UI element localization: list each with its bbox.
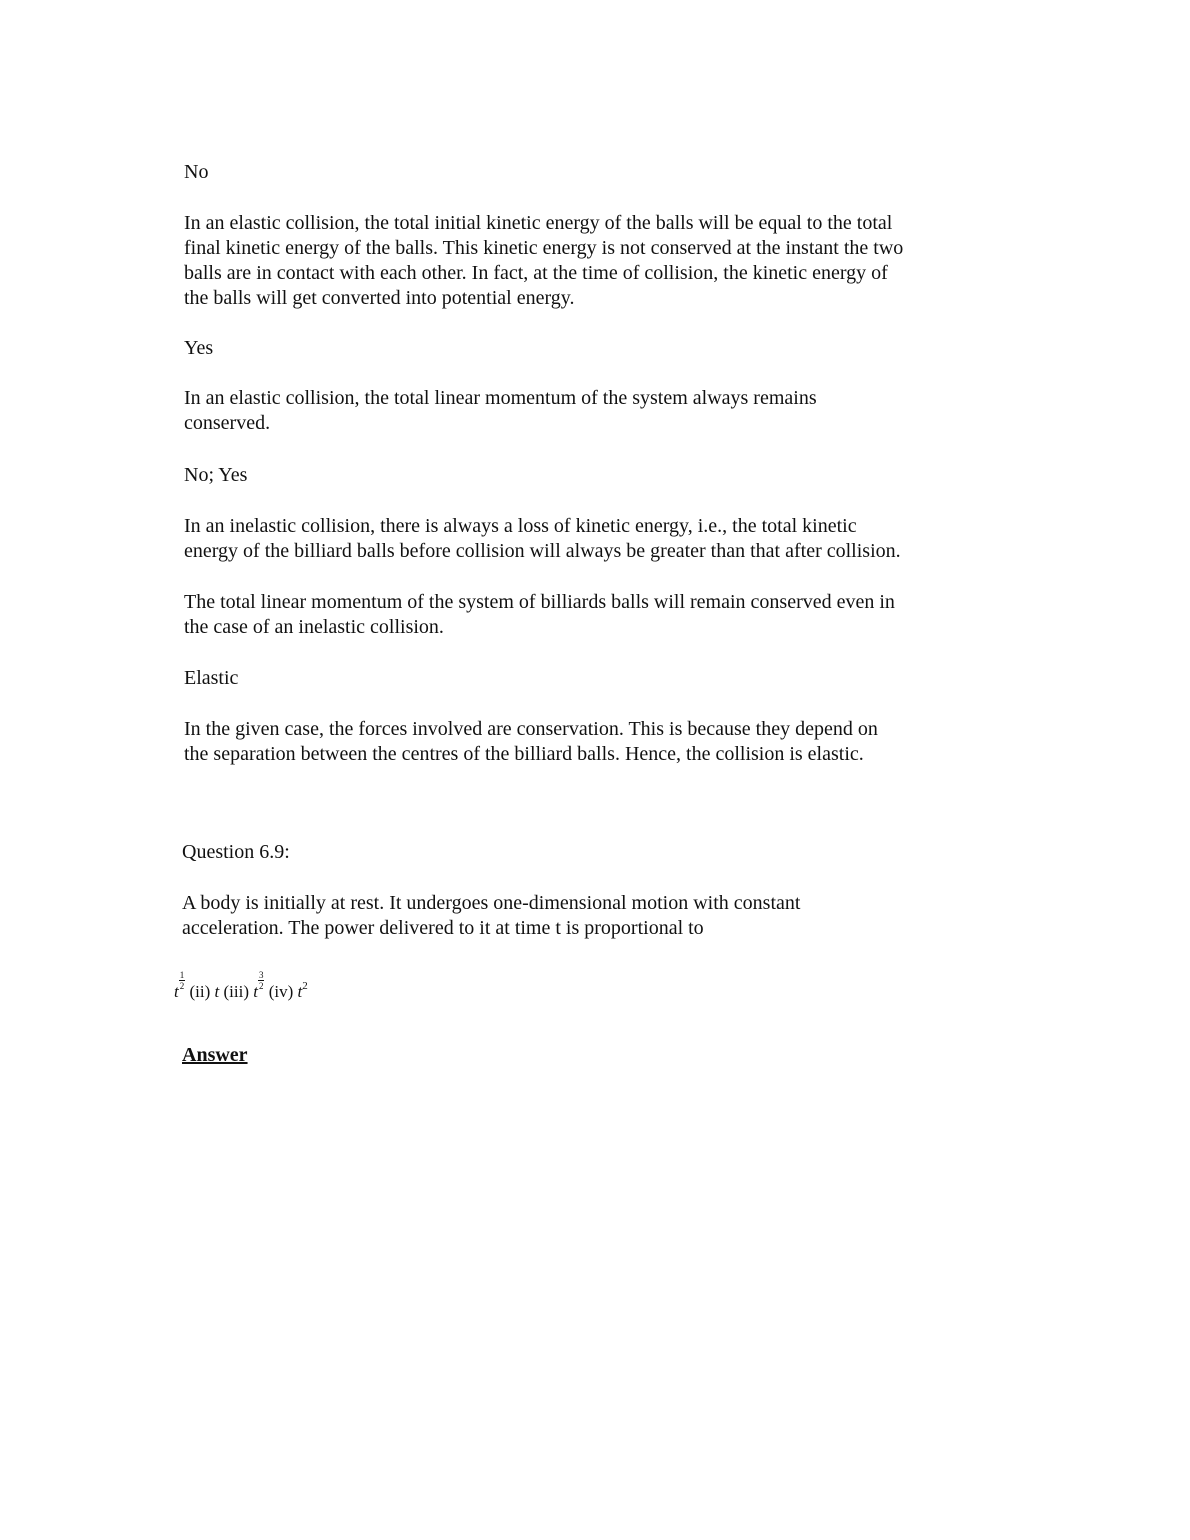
question-text	[182, 891, 800, 941]
text-line: In the given case, the forces involved are conservation. This is because they depend on	[184, 718, 878, 740]
denominator: 2	[258, 981, 264, 991]
option-1-exponent	[179, 970, 186, 991]
option-3-label: (iii)	[223, 982, 249, 1001]
text-line: In an inelastic collision, there is always a loss of kinetic energy, i.e., the total kinetic	[184, 515, 857, 537]
answer-no: No	[184, 161, 209, 183]
answer-yes: Yes	[184, 337, 214, 359]
option-3-base: t	[253, 982, 258, 1001]
option-4-base: t	[297, 982, 303, 1001]
text-line: the case of an inelastic collision.	[184, 616, 444, 638]
text-line: The total linear momentum of the system of billiards balls will remain conserved even in	[184, 591, 895, 613]
text-line: balls are in contact with each other. In fact, at the time of collision, the kinetic energy of	[184, 262, 888, 284]
option-3-exponent	[258, 970, 265, 991]
text-line: In an elastic collision, the total linear momentum of the system always remains	[184, 387, 817, 409]
text-line: final kinetic energy of the balls. This kinetic energy is not conserved at the instant the two	[184, 237, 904, 259]
text-line: conserved.	[184, 412, 271, 434]
text-line: In an elastic collision, the total initial kinetic energy of the balls will be equal to the total	[184, 212, 893, 234]
option-4-label: (iv)	[268, 982, 294, 1001]
answer-elastic: Elastic	[184, 667, 239, 689]
text-line: energy of the billiard balls before collision will always be greater than that after collision.	[184, 540, 901, 562]
answer-link[interactable]: Answer	[182, 1044, 248, 1066]
question-title: Question 6.9:	[182, 841, 290, 863]
answer-no-yes: No; Yes	[184, 464, 248, 486]
numerator: 3	[258, 970, 264, 980]
denominator: 2	[179, 981, 185, 991]
text-line: the balls will get converted into potential energy.	[184, 287, 575, 309]
option-2-label: (ii)	[189, 982, 211, 1001]
option-4-exponent: 2	[302, 980, 308, 992]
question-options	[174, 970, 308, 1002]
numerator: 1	[179, 970, 185, 980]
paragraph-elastic-reason	[184, 717, 878, 767]
paragraph-ke-inelastic	[184, 514, 901, 564]
paragraph-momentum-elastic	[184, 386, 817, 436]
paragraph-momentum-inelastic	[184, 590, 895, 640]
text-line: A body is initially at rest. It undergoes one-dimensional motion with constant	[182, 892, 801, 914]
option-2-value: t	[214, 982, 220, 1001]
text-line: acceleration. The power delivered to it at time t is proportional to	[182, 917, 704, 939]
paragraph-ke-elastic	[184, 211, 903, 311]
text-line: the separation between the centres of the billiard balls. Hence, the collision is elastic.	[184, 743, 864, 765]
option-1-base: t	[174, 982, 179, 1001]
